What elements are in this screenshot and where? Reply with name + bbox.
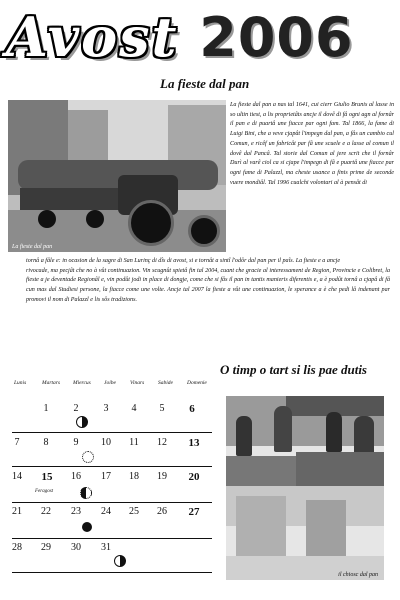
moon-full-icon [82,451,94,463]
photo-caption: il chiosc dal pan [338,572,378,578]
day-23: 23 [71,506,81,517]
day-6: 6 [189,403,195,415]
day-29: 29 [41,542,51,553]
weekday-mon: Lunis [14,380,27,386]
moon-first-quarter-icon [76,416,88,428]
bread-festival-photo [8,100,226,252]
article-text-full [26,257,390,306]
week-divider [12,572,212,573]
moon-new-icon [82,522,92,532]
day-22: 22 [41,506,51,517]
week-divider [12,466,212,467]
article-text-continued: tornâ a fâle e: in ocasion de la sagre di San Lurinç di dîs di avost, si e tornât a sintî l'odôr dal pan per il paîs. La fieste e a ancje rivocade, ma pecjât che no à vût continuazion. Vin scugnût spietâ fin tal 2004, cuant che gracie al interessament de Region, Provincie e Colibret, la fieste a je deventade Regionâl e, vin podût jodi in place di dongje, come che si fâs il pan in tantis manieris diferentis e, a è podût tornâ a cjapâ di fâ cun mas dal Studiesi persone, la fiacce come une volte. Ancje tal 2007 la fieste a vût une continuazion, le sperance a è che pedi lâ indenant par promovi il nom di Palazzl e lis sôs tradizions. [26,258,390,303]
day-27: 27 [188,506,200,518]
proverb-quote: O timp o tart si lis pae dutis [220,362,367,377]
day-10: 10 [101,437,111,448]
day-25: 25 [129,506,139,517]
year-title: 2006 [199,6,354,69]
day-20: 20 [188,471,200,483]
day-19: 19 [157,471,167,482]
day-18: 18 [129,471,139,482]
week-divider [12,502,212,503]
weekday-wed: Miercus [73,380,91,386]
day-15-holiday: 15 [41,471,53,483]
holiday-label: Feragost [35,489,54,494]
weekday-thu: Joibe [104,380,116,386]
moon-last-quarter-icon [80,487,92,499]
day-8: 8 [43,437,49,448]
day-17: 17 [101,471,111,482]
day-26: 26 [157,506,167,517]
bread-kiosk-photo [226,396,384,580]
week-divider [12,538,212,539]
moon-first-quarter-icon [114,555,126,567]
day-2: 2 [73,403,79,414]
day-11: 11 [129,437,139,448]
day-28: 28 [12,542,22,553]
week-divider [12,432,212,433]
photo-caption: La fieste dal pan [12,244,53,250]
day-31: 31 [101,542,111,553]
day-4: 4 [131,403,137,414]
day-1: 1 [43,403,49,414]
day-24: 24 [101,506,111,517]
day-7: 7 [14,437,20,448]
article-title: La fieste dal pan [160,76,250,91]
article-text-column: La fieste dal pan a nas tal 1641, cui cierr Giulio Brunis al lasse in so ultin tiest, a lis proprietâts ancje il dovê di fâ ogni agn al fornâr il pan e di puartâ une fiacce par ogni fam. Tal 1866, la fame di Luigi Bini, che a veve cjapât l'impegn dal pan, a fâs un cambio cul Comun, e ricêf un fabricât par fâ une scuele e a lasse al comun il dovê dal Pancâ. Tal storie dal Comun al jere scrit che il fornâr Durì al varê ciol ca si cjape l'impegn di fâ e puartâ une fiacce par ogni fame di Palazzl, ma cheste usance a finis prime de seconde vuere mondiâl. Tal 1996 cualchi volontari al à pensât di [230,102,394,186]
day-30: 30 [71,542,81,553]
day-3: 3 [103,403,109,414]
day-14: 14 [12,471,22,482]
weekday-sat: Sabide [158,380,173,386]
day-16: 16 [71,471,81,482]
weekday-fri: Vinars [130,380,145,386]
page-title [6,2,398,72]
day-9: 9 [73,437,79,448]
weekday-tue: Martars [42,380,61,386]
day-5: 5 [159,403,165,414]
day-13: 13 [188,437,200,449]
day-12: 12 [157,437,167,448]
month-title: Avost [6,5,179,69]
day-21: 21 [12,506,22,517]
weekday-sun: Domenie [187,380,207,386]
